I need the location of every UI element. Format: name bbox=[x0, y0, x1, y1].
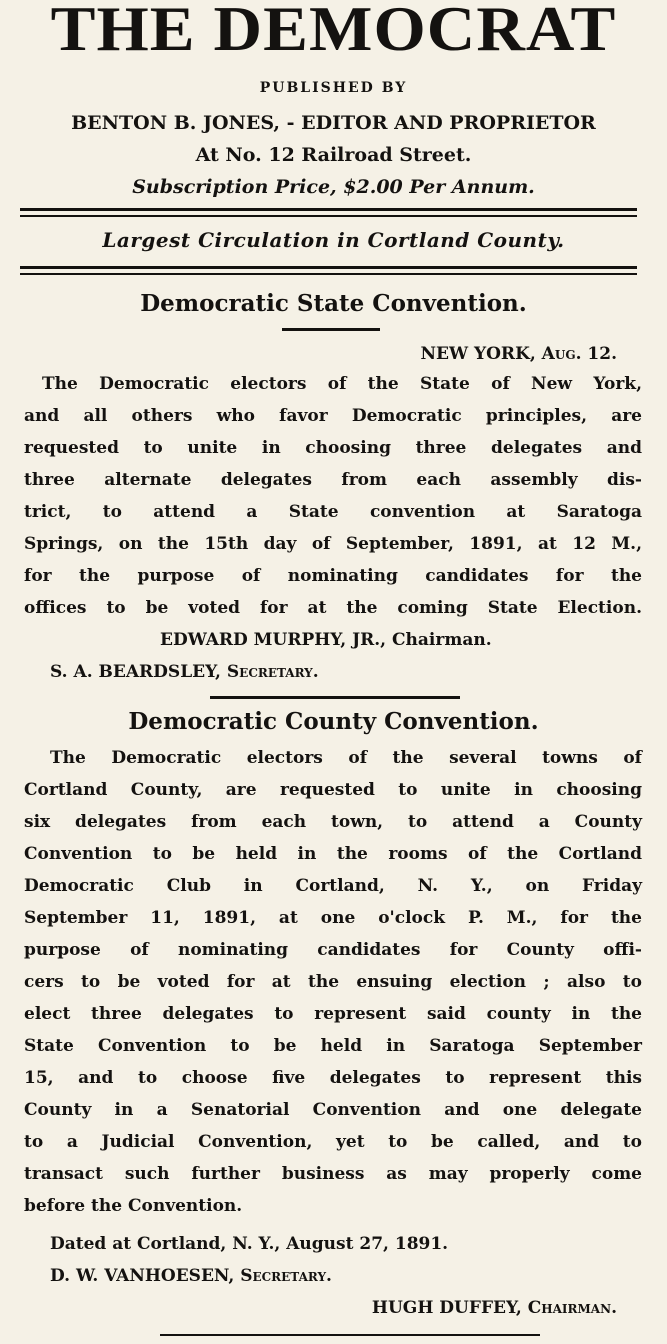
county-secretary: D. W. VANHOESEN, Secretary. bbox=[50, 1266, 332, 1286]
state-line: The Democratic electors of the State of New York, bbox=[42, 374, 642, 394]
circulation-line: Largest Circulation in Cortland County. bbox=[102, 228, 565, 252]
county-line: to a Judicial Convention, yet to be called, and to bbox=[24, 1132, 642, 1152]
county-line: six delegates from each town, to attend a County bbox=[24, 812, 642, 832]
county-line: cers to be voted for at the ensuing election ; also to bbox=[24, 972, 642, 992]
editor-line: BENTON B. JONES, - EDITOR AND PROPRIETOR bbox=[71, 112, 596, 134]
county-dated: Dated at Cortland, N. Y., August 27, 1891. bbox=[50, 1234, 449, 1254]
county-line: September 11, 1891, at one o'clock P. M., for the bbox=[24, 908, 642, 928]
state-line: Springs, on the 15th day of September, 1891, at 12 M., bbox=[24, 534, 642, 554]
rule-mid-2 bbox=[20, 273, 637, 275]
section-divider bbox=[210, 696, 460, 699]
published-by: PUBLISHED BY bbox=[259, 80, 408, 96]
state-dateline: NEW YORK, Aug. 12. bbox=[420, 344, 617, 364]
county-line: 15, and to choose five delegates to represent this bbox=[24, 1068, 642, 1088]
rule-top-2 bbox=[20, 215, 637, 217]
county-line: County in a Senatorial Convention and one delegate bbox=[24, 1100, 642, 1120]
state-secretary: S. A. BEARDSLEY, Secretary. bbox=[50, 662, 319, 682]
masthead-title: THE DEMOCRAT bbox=[50, 0, 617, 64]
county-line: Democratic Club in Cortland, N. Y., on Friday bbox=[24, 876, 642, 896]
heading-rule bbox=[282, 328, 380, 331]
state-line: and all others who favor Democratic principles, are bbox=[24, 406, 642, 426]
county-line: Cortland County, are requested to unite in choosing bbox=[24, 780, 642, 800]
state-line: requested to unite in choosing three delegates and bbox=[24, 438, 642, 458]
county-line: State Convention to be held in Saratoga September bbox=[24, 1036, 642, 1056]
state-line: offices to be voted for at the coming State Election. bbox=[24, 598, 642, 618]
state-line: three alternate delegates from each assembly dis- bbox=[24, 470, 642, 490]
state-line: for the purpose of nominating candidates for the bbox=[24, 566, 642, 586]
subscription-line: Subscription Price, $2.00 Per Annum. bbox=[132, 176, 535, 198]
county-chairman: HUGH DUFFEY, Chairman. bbox=[371, 1298, 617, 1318]
county-line: Convention to be held in the rooms of the Cortland bbox=[24, 844, 642, 864]
county-line: purpose of nominating candidates for County offi- bbox=[24, 940, 642, 960]
county-line: before the Convention. bbox=[24, 1196, 243, 1216]
county-convention-heading: Democratic County Convention. bbox=[128, 708, 539, 735]
county-line: The Democratic electors of the several towns of bbox=[50, 748, 642, 768]
rule-mid-1 bbox=[20, 266, 637, 269]
county-line: transact such further business as may properly come bbox=[24, 1164, 642, 1184]
address-line: At No. 12 Railroad Street. bbox=[195, 144, 472, 166]
state-chairman: EDWARD MURPHY, JR., Chairman. bbox=[160, 630, 492, 650]
bottom-rule bbox=[160, 1334, 540, 1336]
county-line: elect three delegates to represent said county in the bbox=[24, 1004, 642, 1024]
rule-top-1 bbox=[20, 208, 637, 211]
state-line: trict, to attend a State convention at Saratoga bbox=[24, 502, 642, 522]
state-convention-heading: Democratic State Convention. bbox=[140, 290, 527, 317]
